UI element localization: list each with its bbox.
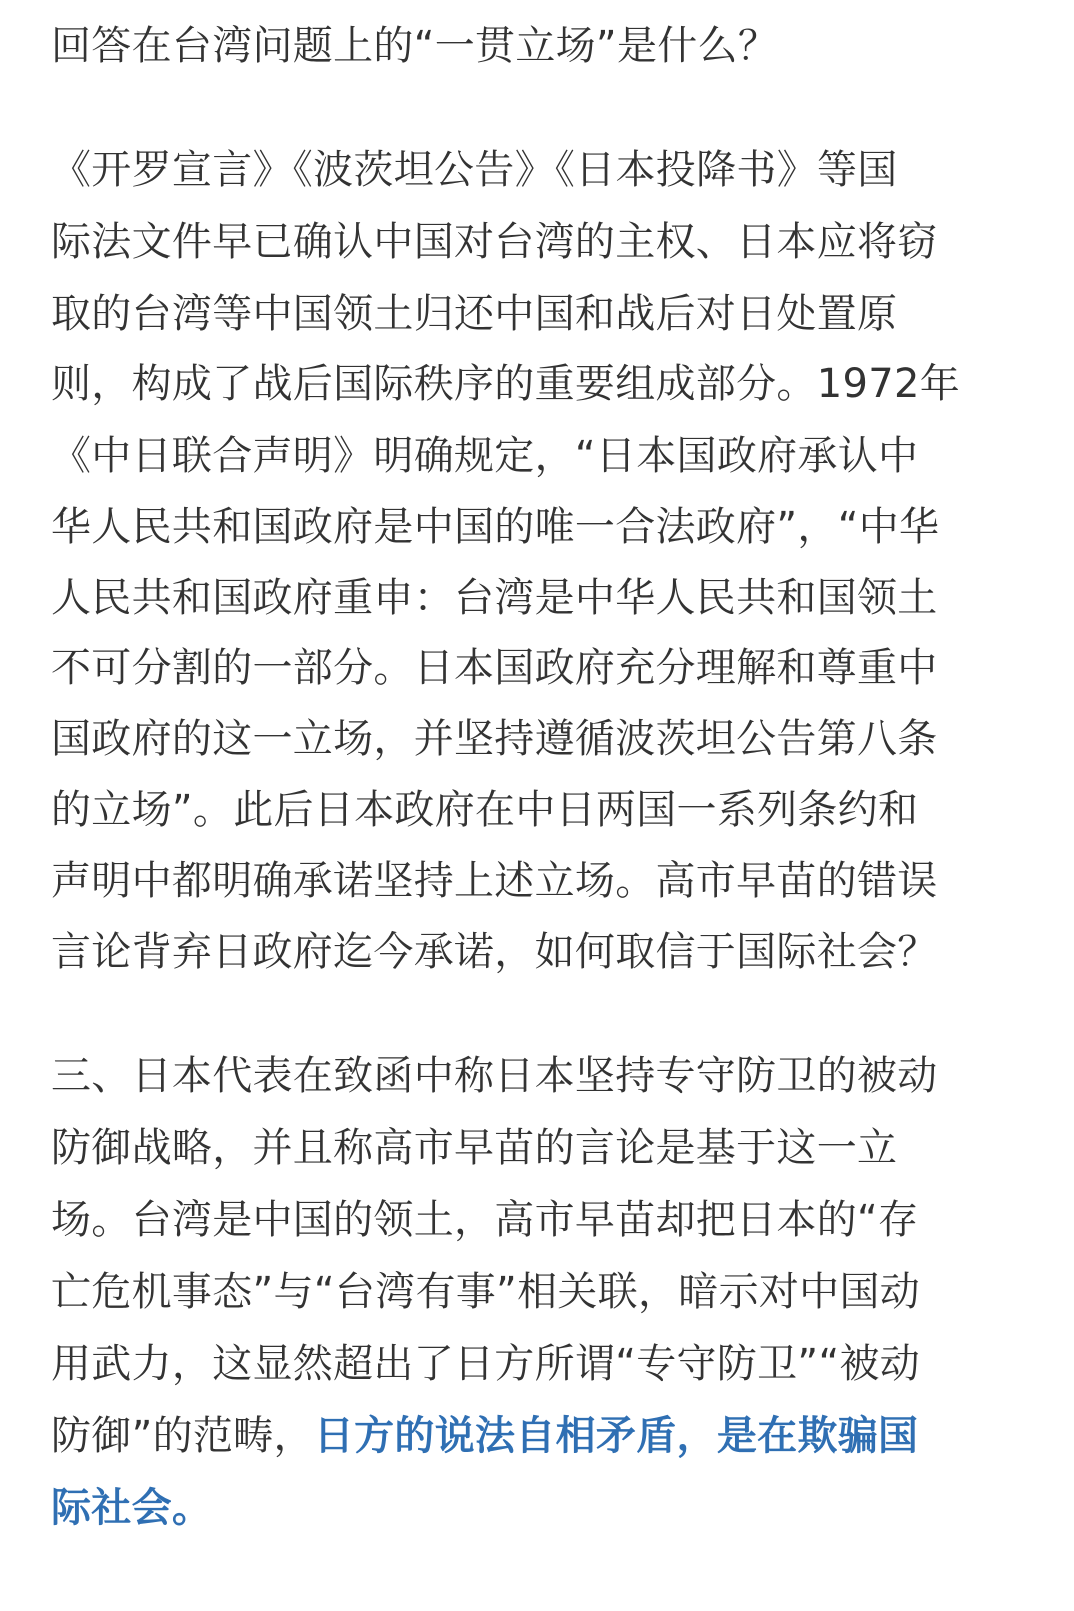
paragraph-3-line-6: [51, 1400, 918, 1472]
paragraph-2-line-8: 不可分割的一部分。日本国政府充分理解和尊重中: [51, 645, 938, 691]
paragraph-3-line-2: 防御战略，并且称高市早苗的言论是基于这一立: [51, 1125, 898, 1171]
paragraph-2-line-5: 《中日联合声明》明确规定，“日本国政府承认中: [51, 433, 919, 479]
highlighted-conclusion-part-2: 际社会。: [51, 1485, 213, 1531]
paragraph-2-line-3: 取的台湾等中国领土归还中国和战后对日处置原: [51, 291, 898, 337]
paragraph-2-line-6: 华人民共和国政府是中国的唯一合法政府”，“中华: [51, 504, 940, 550]
paragraph-2-line-4: 则，构成了战后国际秩序的重要组成部分。1972年: [51, 361, 960, 407]
paragraph-2-line-11: 声明中都明确承诺坚持上述立场。高市早苗的错误: [51, 858, 938, 904]
highlighted-conclusion-part-1: 日方的说法自相矛盾，是在欺骗国: [313, 1413, 919, 1459]
paragraph-3-line-3: 场。台湾是中国的领土，高市早苗却把日本的“存: [51, 1197, 919, 1243]
paragraph-3-line-1: 三、日本代表在致函中称日本坚持专守防卫的被动: [51, 1053, 938, 1099]
paragraph-3-line-4: 亡危机事态”与“台湾有事”相关联，暗示对中国动: [51, 1269, 921, 1315]
paragraph-2-line-1: 《开罗宣言》《波茨坦公告》《日本投降书》等国: [51, 147, 898, 193]
paragraph-3-line-5: 用武力，这显然超出了日方所谓“专守防卫”“被动: [51, 1341, 921, 1387]
paragraph-2-line-2: 际法文件早已确认中国对台湾的主权、日本应将窃: [51, 219, 938, 265]
paragraph-2-line-9: 国政府的这一立场，并坚持遵循波茨坦公告第八条: [51, 716, 938, 762]
paragraph-2-line-7: 人民共和国政府重申：台湾是中华人民共和国领土: [51, 575, 938, 621]
question-line: 回答在台湾问题上的“一贯立场”是什么？: [51, 23, 779, 69]
paragraph-2-line-12: 言论背弃日政府迄今承诺，如何取信于国际社会？: [51, 929, 938, 975]
paragraph-2-line-10: 的立场”。此后日本政府在中日两国一系列条约和: [51, 787, 919, 833]
paragraph-3-line-7: [51, 1472, 212, 1544]
paragraph-3-line-6-text: 防御”的范畴，: [51, 1413, 314, 1459]
